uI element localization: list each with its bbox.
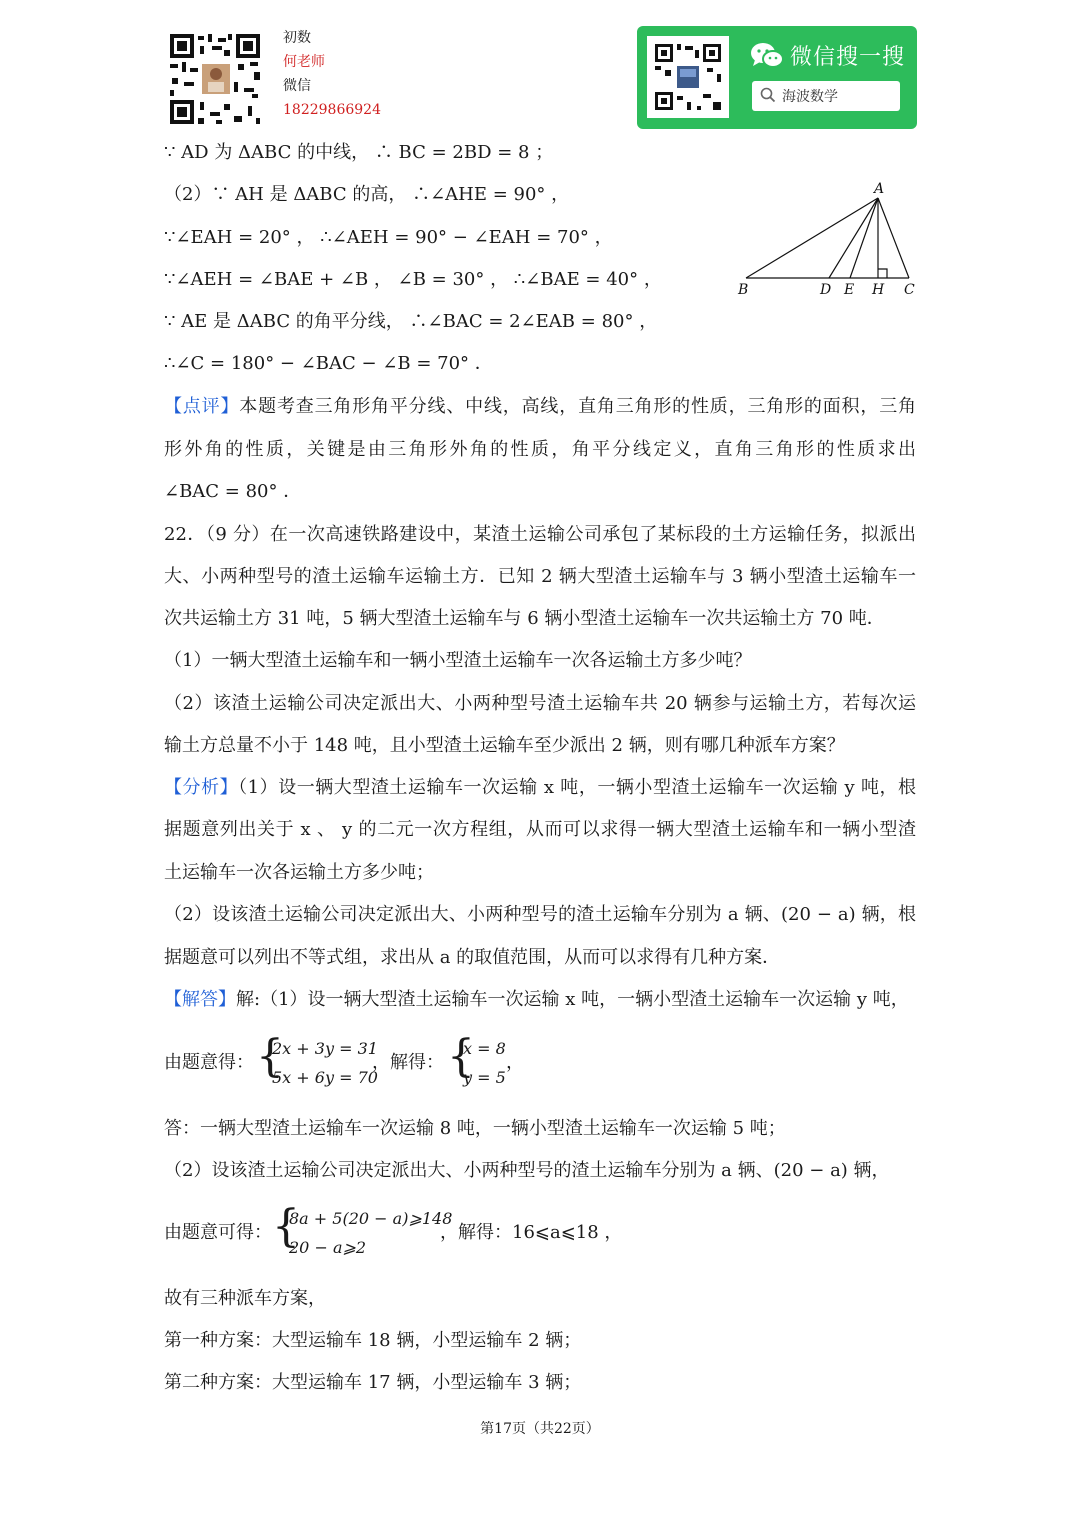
- comment-tag: 【点评】: [164, 396, 240, 417]
- teacher-line-wechat: 微信: [283, 78, 311, 94]
- wechat-search-title: 微信搜一搜: [790, 45, 906, 70]
- system1-mid: ，解得：: [372, 1052, 444, 1073]
- teacher-line-name: 何老师: [283, 54, 325, 70]
- comment-line-2: 形外角的性质，关键是由三角形外角的性质，角平分线定义，直角三角形的性质求出: [164, 439, 916, 460]
- solution-line: （2）∵ AH 是 ΔABC 的高， ∴∠AHE = 90° ，: [164, 184, 570, 205]
- solution-line: ∵ AE 是 ΔABC 的角平分线， ∴∠BAC = 2∠EAB = 80° ，: [164, 311, 658, 332]
- search-icon: [760, 87, 776, 107]
- brace-icon: {: [272, 1201, 300, 1252]
- analysis-line-5: 据题意可以列出不等式组，求出从 a 的取值范围，从而可以求得有几种方案．: [164, 947, 781, 968]
- answer-part2-setup: （2）设该渣土运输公司决定派出大、小两种型号的渣土运输车分别为 a 辆、(20 − a) 辆，: [164, 1160, 890, 1181]
- qr-code-left: [168, 32, 262, 126]
- analysis-text: （1）设一辆大型渣土运输车一次运输 x 吨，一辆小型渣土运输车一次运输 y 吨，根: [238, 777, 917, 798]
- system2-eq2: 20 − a⩾2: [289, 1238, 367, 1257]
- problem-question-1: （1）一辆大型渣土运输车和一辆小型渣土运输车一次各运输土方多少吨？: [164, 650, 752, 671]
- comment-line-3: ∠BAC = 80° ．: [164, 481, 302, 502]
- answer-tag: 【解答】: [164, 989, 236, 1010]
- label-a: A: [874, 181, 885, 197]
- system2-eq1: 8a + 5(20 − a)⩾148: [289, 1209, 453, 1228]
- brace-icon: {: [447, 1031, 475, 1082]
- search-input[interactable]: [752, 81, 900, 111]
- qr-code-right: [647, 36, 729, 118]
- label-b: B: [738, 282, 749, 298]
- teacher-info: [283, 26, 381, 122]
- answer-plan-2: 第二种方案：大型运输车 17 辆，小型运输车 3 辆；: [164, 1372, 582, 1393]
- qr-code-icon: [168, 32, 262, 126]
- problem-question-2b: 输土方总量不小于 148 吨，且小型渣土运输车至少派出 2 辆，则有哪几种派车方案？: [164, 735, 845, 756]
- triangle-figure: [732, 180, 922, 300]
- system2-prefix: 由题意可得：: [164, 1222, 272, 1243]
- answer-conclusion-1: 答：一辆大型渣土运输车一次运输 8 吨，一辆小型渣土运输车一次运输 5 吨；: [164, 1118, 786, 1139]
- brace-icon: {: [256, 1031, 284, 1082]
- wechat-search-banner[interactable]: [637, 26, 917, 129]
- solution-line: ∵ AD 为 ΔABC 的中线， ∴ BC = 2BD = 8 ；: [164, 142, 554, 163]
- system1-eq2: 5x + 6y = 70: [272, 1068, 378, 1087]
- answer-plan-1: 第一种方案：大型运输车 18 辆，小型运输车 2 辆；: [164, 1330, 582, 1351]
- label-c: C: [904, 282, 915, 298]
- problem-question-2a: （2）该渣土运输公司决定派出大、小两种型号渣土运输车共 20 辆参与运输土方，若每次运: [164, 693, 916, 714]
- solution-line: ∵∠EAH = 20° ， ∴∠AEH = 90° − ∠EAH = 70° ，: [164, 227, 613, 248]
- analysis-line-1: [164, 775, 916, 801]
- teacher-line-subject: 初数: [283, 30, 311, 46]
- analysis-line-3: 土运输车一次各运输土方多少吨；: [164, 862, 434, 883]
- system2-tail: ，解得：16⩽a⩽18 ，: [440, 1222, 623, 1243]
- teacher-line-phone: 18229866924: [283, 102, 381, 118]
- system1-sol2: y = 5: [463, 1068, 506, 1087]
- solution-line: ∵∠AEH = ∠BAE + ∠B ， ∠B = 30° ， ∴∠BAE = 40° ，: [164, 269, 662, 290]
- analysis-line-2: 据题意列出关于 x 、 y 的二元一次方程组，从而可以求得一辆大型渣土运输车和一辆小型渣: [164, 819, 916, 840]
- label-e: E: [844, 282, 855, 298]
- answer-three-plans: 故有三种派车方案，: [164, 1288, 326, 1309]
- problem-line-2: 大、小两种型号的渣土运输车运输土方．已知 2 辆大型渣土运输车与 3 辆小型渣土运输车一: [164, 566, 916, 587]
- comment-line-1: [164, 394, 916, 420]
- answer-line-1: [164, 987, 909, 1013]
- system1-prefix: 由题意得：: [164, 1052, 254, 1073]
- label-h: H: [872, 282, 885, 298]
- search-input-text: 海波数学: [782, 89, 838, 105]
- page-number: 第17页（共22页）: [480, 1421, 600, 1437]
- solution-line: ∴∠C = 180° − ∠BAC − ∠B = 70° ．: [164, 353, 493, 374]
- analysis-line-4: （2）设该渣土运输公司决定派出大、小两种型号的渣土运输车分别为 a 辆、(20 − a) 辆，根: [164, 904, 916, 925]
- problem-line-3: 次共运输土方 31 吨，5 辆大型渣土运输车与 6 辆小型渣土运输车一次共运输土方 70 吨．: [164, 608, 885, 629]
- wechat-logo-icon: [750, 42, 784, 70]
- answer-text: 解:（1）设一辆大型渣土运输车一次运输 x 吨，一辆小型渣土运输车一次运输 y 吨，: [236, 989, 909, 1010]
- label-d: D: [820, 282, 832, 298]
- comment-text: 本题考查三角形角平分线、中线，高线，直角三角形的性质，三角形的面积，三角: [239, 396, 917, 417]
- system1-sol1: x = 8: [463, 1039, 506, 1058]
- problem-line-1: 22．（9 分）在一次高速铁路建设中，某渣土运输公司承包了某标段的土方运输任务，拟派出: [164, 524, 916, 545]
- analysis-tag: 【分析】: [164, 777, 239, 798]
- system1-eq1: 2x + 3y = 31: [272, 1039, 378, 1058]
- qr-code-icon: [647, 36, 729, 118]
- system1-end: ，: [506, 1052, 524, 1073]
